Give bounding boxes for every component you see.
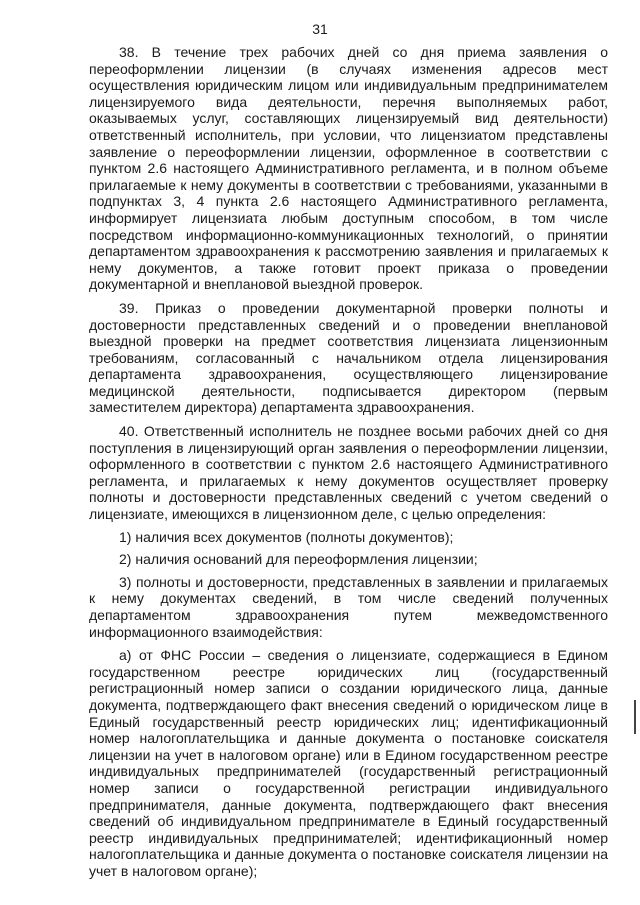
scan-mark — [634, 700, 636, 734]
sub-item-a: а) от ФНС России – сведения о лицензиате, содержащиеся в Едином государственном реестре юридических лиц (государственный регистрационный номер записи о создании юридического лица, данные документа, подтверждающего факт внесения сведений о юридическом лице в Единый государственный реестр юридических лиц; идентификационный номер налогоплательщика и данные документа о постановке соискателя лицензии на учет в налоговом органе) или в Едином государственном реестре индивидуальных предпринимателей (государственный регистрационный номер записи о государственной регистрации индивидуального предпринимателя, данные документа, подтверждающего факт внесения сведений об индивидуальном предпринимателе в Единый государственный реестр индивидуальных предпринимателей; идентификационный номер налогоплательщика и данные документа о постановке соискателя лицензии на учет в налоговом органе); — [89, 647, 608, 879]
list-item-3: 3) полноты и достоверности, представленных в заявлении и прилагаемых к нему документах сведений, в том числе сведений полученных департаментом здравоохранения путем межведомственного информационного взаимодействия: — [89, 573, 608, 640]
paragraph-39: 39. Приказ о проведении документарной проверки полноты и достоверности представленных сведений и о проведении внеплановой выездной проверки на предмет соответствия лицензиата лицензионным требованиям, согласованный с начальником отдела лицензирования департамента здравоохранения, осуществляющего лицензирование медицинской деятельности, подписывается директором (первым заместителем директора) департамента здравоохранения. — [89, 299, 608, 416]
paragraph-40: 40. Ответственный исполнитель не позднее восьми рабочих дней со дня поступления в лицензирующий орган заявления о переоформлении лицензии, оформленного в соответствии с пунктом 2.6 настоящего Административного регламента, и прилагаемых к нему документов осуществляет проверку полноты и достоверности представленных сведений с учетом сведений о лицензиате, имеющихся в лицензионном деле, с целью определения: — [89, 423, 608, 523]
list-item-2: 2) наличия оснований для переоформления лицензии; — [119, 551, 478, 568]
page-number: 31 — [312, 21, 328, 37]
document-body — [89, 44, 608, 886]
list-item-1: 1) наличия всех документов (полноты документов); — [119, 528, 454, 545]
paragraph-38: 38. В течение трех рабочих дней со дня приема заявления о переоформлении лицензии (в случаях изменения адресов мест осуществления юридическим лицом или индивидуальным предпринимателем лицензируемого вида деятельности, перечня выполняемых работ, оказываемых услуг, составляющих лицензируемый вид деятельности) ответственный исполнитель, при условии, что лицензиатом представлены заявление о переоформлении лицензии, оформленное в соответствии с пунктом 2.6 настоящего Административного регламента, и в полном объеме прилагаемые к нему документы в соответствии с требованиями, указанными в подпунктах 3, 4 пункта 2.6 настоящего Административного регламента, информирует лицензиата любым доступным способом, в том числе посредством информационно-коммуникационных технологий, о принятии департаментом здравоохранения к рассмотрению заявления и прилагаемых к нему документов, а также готовит проект приказа о проведении документарной и внеплановой выездной проверок. — [89, 44, 608, 293]
